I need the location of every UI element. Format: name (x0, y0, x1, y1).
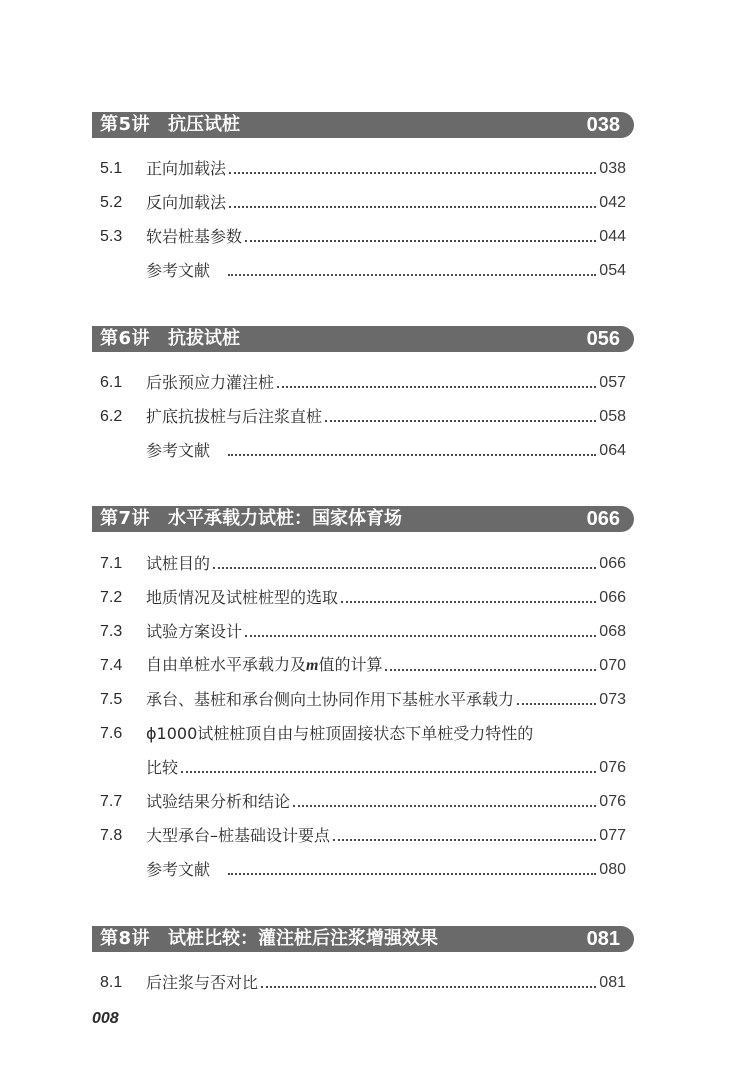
section-number: 7.1 (100, 555, 123, 572)
page-number: 081 (599, 974, 626, 991)
leader-dots (181, 771, 596, 773)
chapter-title: 试桩比较：灌注桩后注浆增强效果 (168, 928, 439, 949)
chapter-heading (100, 326, 240, 352)
page-number: 077 (599, 827, 626, 844)
section-number: 7.2 (100, 589, 123, 606)
toc-entry[interactable] (100, 687, 626, 711)
page-number: 054 (599, 262, 626, 279)
toc-entry-references[interactable] (100, 258, 626, 282)
section-title: ϕ1000试桩桩顶自由与桩顶固接状态下单桩受力特性的 (146, 724, 534, 743)
section-number: 5.1 (100, 160, 123, 177)
page-number: 064 (599, 442, 626, 459)
page-number: 080 (599, 861, 626, 878)
toc-entry[interactable] (100, 721, 626, 745)
leader-dots (277, 386, 596, 388)
page-number: 044 (599, 228, 626, 245)
leader-dots (385, 669, 596, 671)
page-number: 070 (599, 657, 626, 674)
section-title: 反向加载法 (146, 193, 227, 212)
toc-entry[interactable] (100, 585, 626, 609)
section-number: 7.4 (100, 657, 123, 674)
section-number: 8.1 (100, 974, 123, 991)
leader-dots (261, 986, 596, 988)
section-title: 参考文献 (146, 441, 211, 460)
leader-dots (228, 454, 596, 456)
page-number: 068 (599, 623, 626, 640)
page-number: 058 (599, 408, 626, 425)
chapter-label: 第5讲 (100, 114, 151, 135)
section-number: 5.3 (100, 228, 123, 245)
leader-dots (245, 635, 596, 637)
toc-entry[interactable] (100, 190, 626, 214)
page-number: 042 (599, 194, 626, 211)
section-title: 参考文献 (146, 860, 211, 879)
chapter-title: 抗压试桩 (168, 114, 241, 135)
toc-entry[interactable] (100, 970, 626, 994)
leader-dots (228, 873, 596, 875)
section-title: 后注浆与否对比 (146, 973, 259, 992)
chapter-page: 081 (586, 928, 620, 950)
section-number: 7.6 (100, 725, 123, 742)
leader-dots (333, 839, 596, 841)
page-number: 076 (599, 759, 626, 776)
chapter-7-header (92, 506, 634, 532)
page-number: 066 (599, 589, 626, 606)
section-number: 6.2 (100, 408, 123, 425)
section-title-continued: 比较 (146, 758, 179, 777)
section-number: 7.8 (100, 827, 123, 844)
section-number: 5.2 (100, 194, 123, 211)
page-number: 073 (599, 691, 626, 708)
leader-dots (228, 274, 596, 276)
section-title: 试桩目的 (146, 554, 211, 573)
section-title: 地质情况及试桩桩型的选取 (146, 588, 339, 607)
section-number: 6.1 (100, 374, 123, 391)
chapter-label: 第6讲 (100, 328, 151, 349)
toc-entry[interactable] (100, 370, 626, 394)
chapter-heading (100, 926, 438, 952)
page-folio: 008 (92, 1010, 119, 1027)
chapter-page: 056 (586, 328, 620, 350)
section-title-part: 值的计算 (318, 655, 383, 674)
chapter-heading (100, 506, 402, 532)
leader-dots (293, 805, 596, 807)
page-number: 038 (599, 160, 626, 177)
toc-entry[interactable] (100, 823, 626, 847)
leader-dots (245, 240, 596, 242)
leader-dots (213, 567, 596, 569)
leader-dots (229, 206, 596, 208)
section-number: 7.5 (100, 691, 123, 708)
chapter-8-header (92, 926, 634, 952)
toc-entry[interactable] (100, 653, 626, 677)
leader-dots (229, 172, 596, 174)
page-number: 066 (599, 555, 626, 572)
section-title: 后张预应力灌注桩 (146, 373, 275, 392)
leader-dots (341, 601, 596, 603)
section-title: 大型承台–桩基础设计要点 (146, 826, 331, 845)
toc-entry[interactable] (100, 156, 626, 180)
section-title-part: 自由单桩水平承载力及 (146, 655, 307, 674)
toc-entry[interactable] (100, 789, 626, 813)
chapter-page: 066 (586, 508, 620, 530)
section-number: 7.7 (100, 793, 123, 810)
section-title: 试验结果分析和结论 (146, 792, 291, 811)
section-title: 软岩桩基参数 (146, 227, 243, 246)
chapter-title: 抗拔试桩 (168, 328, 241, 349)
toc-entry[interactable] (100, 224, 626, 248)
toc-entry[interactable] (100, 551, 626, 575)
math-symbol-m: m (306, 657, 319, 674)
section-title: 参考文献 (146, 261, 211, 280)
leader-dots (325, 420, 596, 422)
section-title: 承台、基桩和承台侧向土协同作用下基桩水平承载力 (146, 690, 515, 709)
chapter-page: 038 (586, 114, 620, 136)
section-title: 扩底抗拔桩与后注浆直桩 (146, 407, 323, 426)
chapter-5-header (92, 112, 634, 138)
page-number: 057 (599, 374, 626, 391)
leader-dots (517, 703, 596, 705)
section-title: 正向加载法 (146, 159, 227, 178)
chapter-label: 第8讲 (100, 928, 151, 949)
chapter-label: 第7讲 (100, 508, 151, 529)
toc-entry[interactable] (100, 619, 626, 643)
toc-entry-references[interactable] (100, 857, 626, 881)
toc-entry[interactable] (100, 404, 626, 428)
chapter-title: 水平承载力试桩：国家体育场 (168, 508, 403, 529)
toc-entry-continuation[interactable] (100, 755, 626, 779)
chapter-6-header (92, 326, 634, 352)
page-number: 076 (599, 793, 626, 810)
section-number: 7.3 (100, 623, 123, 640)
chapter-heading (100, 112, 240, 138)
toc-entry-references[interactable] (100, 438, 626, 462)
section-title: 试验方案设计 (146, 622, 243, 641)
section-title (146, 654, 382, 677)
